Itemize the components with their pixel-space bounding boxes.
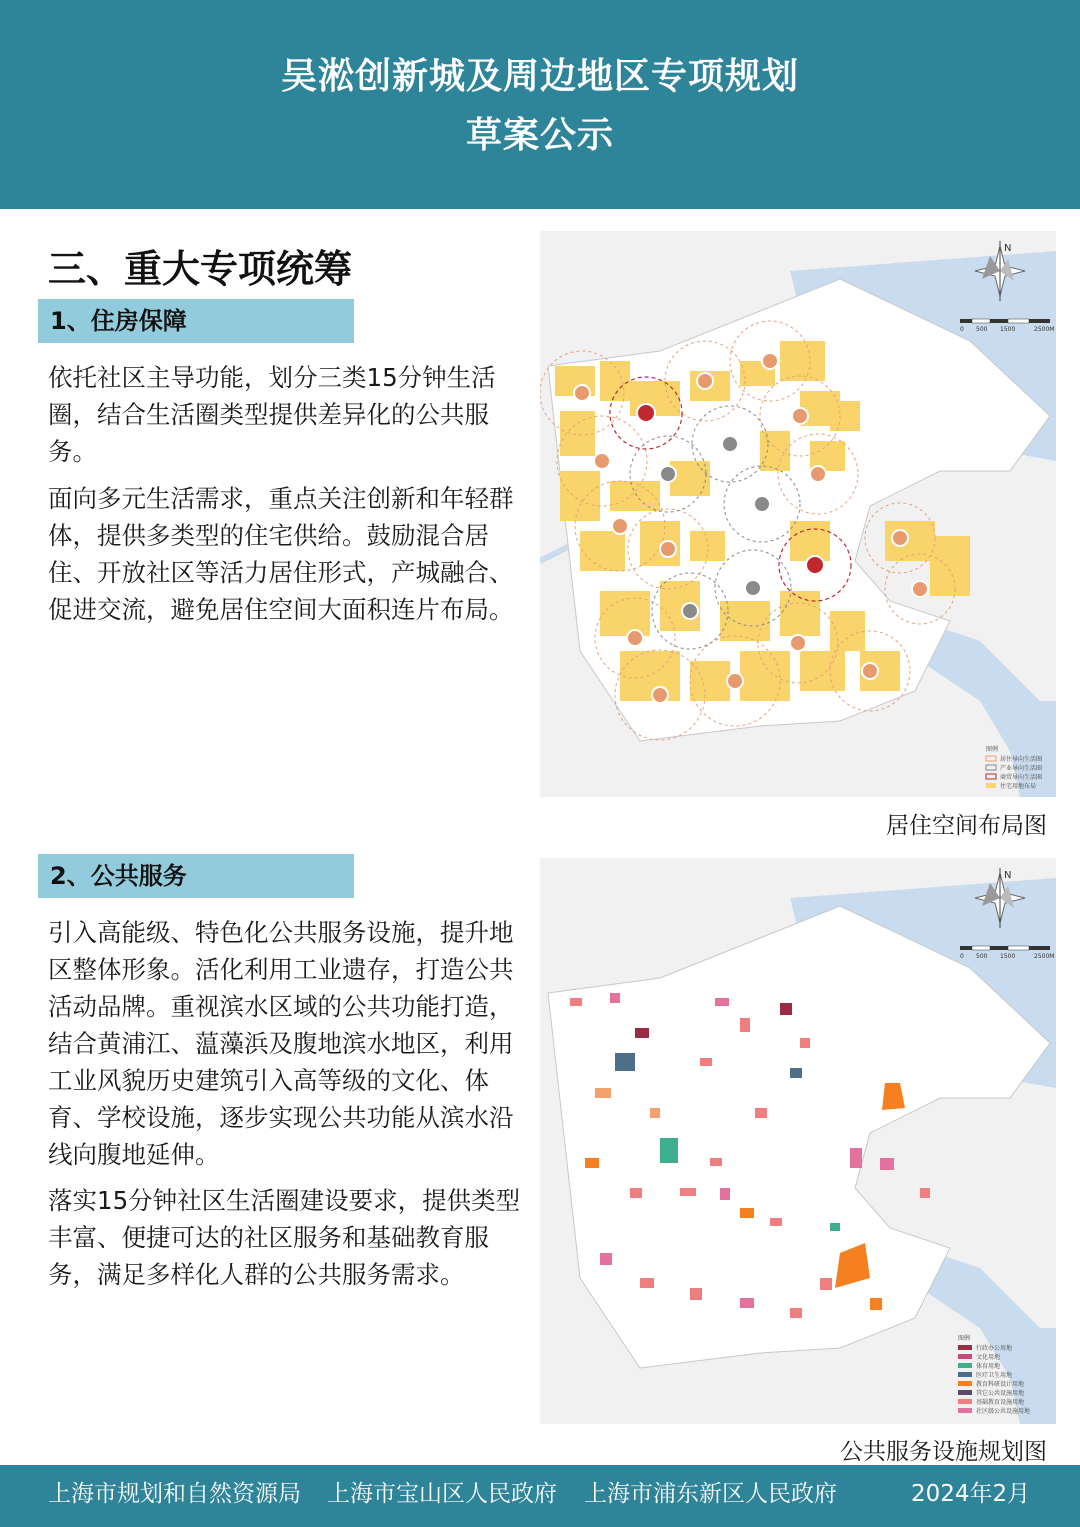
legend-item: 居住导向生活圈 <box>1000 756 1043 763</box>
legend-item: 住宅用地布局 <box>1000 783 1037 790</box>
public-service-map-caption: 公共服务设施规划图 <box>840 1439 1047 1465</box>
public-service-heading: 2、公共服务 <box>38 854 354 898</box>
legend-item: 体育用地 <box>976 1363 1001 1370</box>
footer-org-planning: 上海市规划和自然资源局 <box>48 1481 301 1507</box>
scale-label-500: 500 <box>976 326 988 333</box>
legend-item: 基础教育设施用地 <box>976 1399 1025 1406</box>
housing-map <box>540 231 1056 797</box>
page-title-line1: 吴淞创新城及周边地区专项规划 <box>280 56 799 97</box>
scale-label-0: 0 <box>960 953 964 960</box>
north-label: N <box>1004 870 1012 881</box>
scale-label-0: 0 <box>960 326 964 333</box>
footer-org-pudong: 上海市浦东新区人民政府 <box>584 1481 837 1507</box>
scale-label-1500: 1500 <box>1000 953 1016 960</box>
legend-item: 产业导向生活圈 <box>1000 765 1043 772</box>
footer-date: 2024年2月 <box>911 1481 1031 1507</box>
footer-bar <box>0 1465 1080 1527</box>
scale-label-2500: 2500M <box>1034 326 1055 333</box>
housing-paragraph-2: 面向多元生活需求，重点关注创新和年轻群体，提供多类型的住宅供给。鼓励混合居住、开放社区等活力居住形式，产城融合、促进交流，避免居住空间大面积连片布局。 <box>48 484 514 624</box>
legend-item: 医疗卫生用地 <box>976 1372 1013 1379</box>
public-service-paragraph-2: 落实15分钟社区生活圈建设要求，提供类型丰富、便捷可达的社区服务和基础教育服务，满足多样化人群的公共服务需求。 <box>48 1186 521 1289</box>
legend-item: 其它公共设施用地 <box>976 1390 1025 1397</box>
legend-item: 社区级公共设施用地 <box>976 1408 1031 1415</box>
scale-label-2500: 2500M <box>1034 953 1055 960</box>
section-title: 三、重大专项统筹 <box>48 247 353 291</box>
north-label: N <box>1004 243 1012 254</box>
page-title-line2: 草案公示 <box>465 115 614 156</box>
legend-title: 图例 <box>958 1335 971 1342</box>
scale-label-1500: 1500 <box>1000 326 1016 333</box>
footer-org-baoshan: 上海市宝山区人民政府 <box>327 1481 557 1507</box>
legend-item: 行政办公用地 <box>976 1345 1013 1352</box>
public-service-map <box>540 858 1056 1424</box>
legend-item: 文化用地 <box>976 1354 1001 1361</box>
scale-label-500: 500 <box>976 953 988 960</box>
housing-map-caption: 居住空间布局图 <box>886 813 1047 839</box>
housing-heading: 1、住房保障 <box>38 299 354 343</box>
public-service-paragraph-1: 引入高能级、特色化公共服务设施，提升地区整体形象。活化利用工业遗存，打造公共活动品牌。重视滨水区域的公共功能打造，结合黄浦江、蕰藻浜及腹地滨水地区，利用工业风貌历史建筑引入高等级的文化、体育、学校设施，逐步实现公共功能从滨水沿线向腹地延伸。 <box>48 918 514 1169</box>
legend-title: 图例 <box>986 746 999 753</box>
header-banner <box>0 0 1080 209</box>
legend-item: 商贸导向生活圈 <box>1000 774 1043 781</box>
legend-item: 教育科研设计用地 <box>976 1381 1025 1388</box>
housing-paragraph-1: 依托社区主导功能，划分三类15分钟生活圈，结合生活圈类型提供差异化的公共服务。 <box>48 363 496 466</box>
